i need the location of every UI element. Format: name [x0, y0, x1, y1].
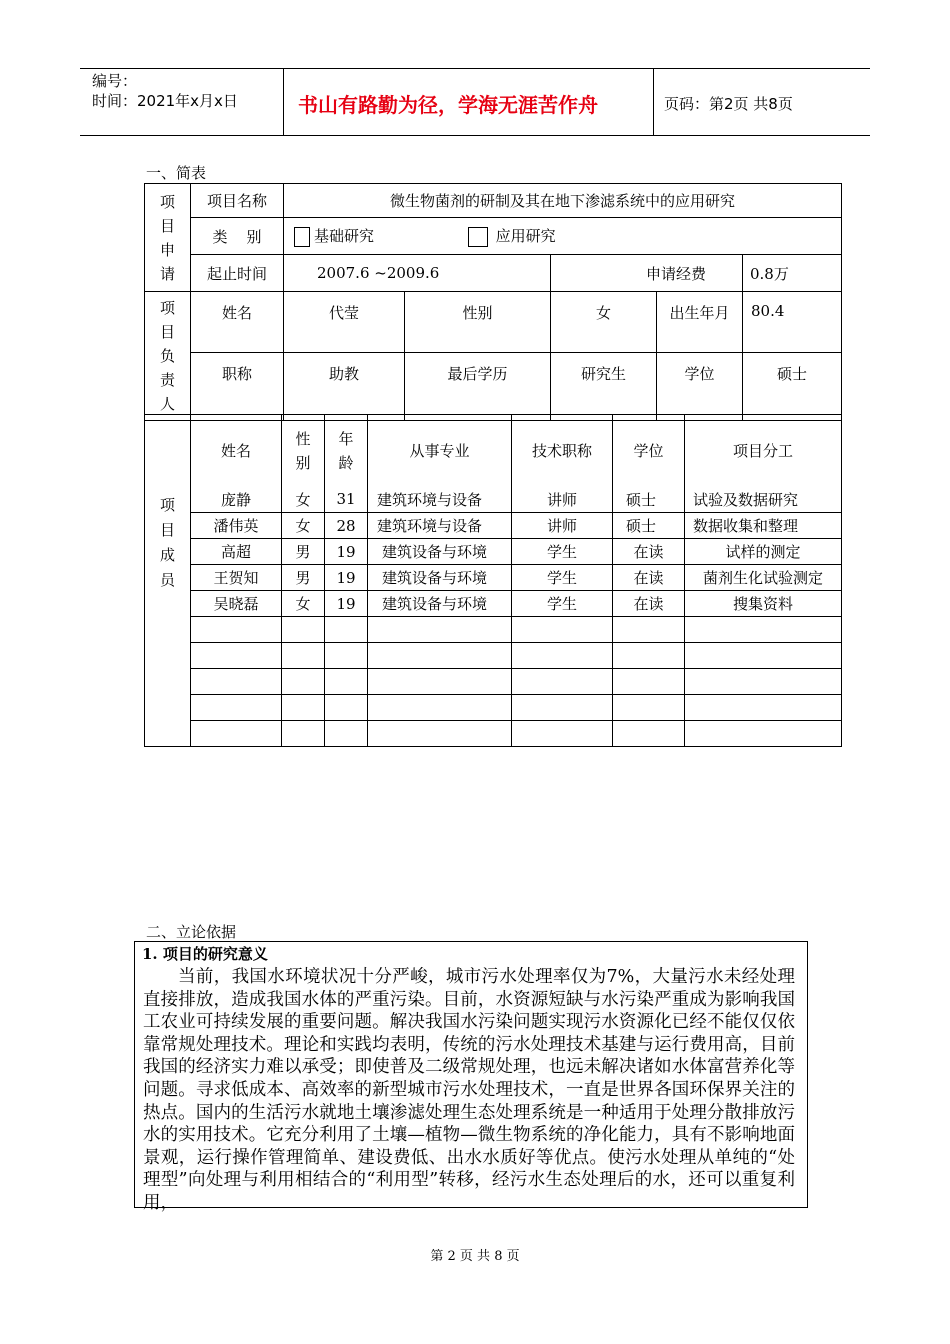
- member-role: 菌剂生化试验测定: [685, 565, 842, 591]
- table-row-empty: [145, 721, 842, 747]
- member-role: 数据收集和整理: [685, 513, 842, 539]
- leader-gender-label: 性别: [405, 292, 551, 353]
- section-title: 二、立论依据: [146, 923, 237, 941]
- footer-page-number: 第 2 页 共 8 页: [430, 1249, 520, 1264]
- member-name: 高超: [191, 539, 282, 565]
- member-title: 学生: [512, 591, 613, 617]
- member-degree: 硕士: [613, 487, 685, 513]
- leader-gender: 女: [551, 292, 657, 353]
- rationale-subtitle: 1. 项目的研究意义: [142, 945, 268, 963]
- member-title: 讲师: [512, 513, 613, 539]
- member-gender: 男: [282, 565, 325, 591]
- member-major: 建筑设备与环境: [368, 591, 512, 617]
- member-major: 建筑环境与设备: [368, 487, 512, 513]
- summary-table-top: [144, 183, 842, 421]
- member-header-age: 年龄: [325, 415, 368, 487]
- member-age: 31: [325, 487, 368, 513]
- category-options: [284, 218, 842, 255]
- member-gender: 女: [282, 591, 325, 617]
- header-page: 页码：第2页 共8页: [664, 95, 793, 113]
- member-age: 19: [325, 539, 368, 565]
- member-role: 搜集资料: [685, 591, 842, 617]
- members-table: [144, 414, 842, 747]
- member-degree: 在读: [613, 539, 685, 565]
- member-name: 吴晓磊: [191, 591, 282, 617]
- member-title: 讲师: [512, 487, 613, 513]
- table-row: [145, 513, 842, 539]
- category-label: 类 别: [191, 218, 284, 255]
- leader-birth: 80.4: [743, 292, 842, 353]
- table-row: [145, 565, 842, 591]
- basic-research-checkbox[interactable]: [294, 227, 310, 247]
- member-age: 28: [325, 513, 368, 539]
- header-top-rule: [80, 68, 870, 69]
- leader-degree-label: 学位: [657, 353, 743, 421]
- leader-birth-label: 出生年月: [657, 292, 743, 353]
- fund: 0.8万: [743, 255, 842, 292]
- member-name: 王贺知: [191, 565, 282, 591]
- basic-research-label: 基础研究: [314, 227, 375, 245]
- section-title: 一、简表: [146, 164, 207, 182]
- leader-title-label: 职称: [191, 353, 284, 421]
- member-age: 19: [325, 565, 368, 591]
- member-header-title: 技术职称: [512, 415, 613, 487]
- rationale-paragraph: 当前，我国水环境状况十分严峻，城市污水处理率仅为7%，大量污水未经处理直接排放，造成我国水体的严重污染。目前，水资源短缺与水污染严重成为影响我国工农业可持续发展的重要问题。解决我国水污染问题实现污水资源化已经不能仅仅依靠常规处理技术。理论和实践均表明，传统的污水处理技术基建与运行费用高，目前我国的经济实力难以承受；即使普及二级常规处理，也远未解决诸如水体富营养化等问题。寻求低成本、高效率的新型城市污水处理技术，一直是世界各国环保界关注的热点。国内的生活污水就地土壤渗滤处理生态处理系统是一种适用于处理分散排放污水的实用技术。它充分利用了土壤—植物—微生物系统的净化能力，具有不影响地面景观，运行操作管理简单、建设费低、出水水质好等优点。使污水处理从单纯的“处理型”向处理与利用相结合的“利用型”转移，经污水生态处理后的水，还可以重复利用，: [143, 967, 795, 1213]
- table-row-empty: [145, 643, 842, 669]
- fund-label: 申请经费: [551, 255, 743, 292]
- leader-name: 代莹: [284, 292, 405, 353]
- header-number: 编号：: [92, 72, 138, 90]
- leader-label: 项目负责人: [145, 292, 191, 421]
- table-row-empty: [145, 669, 842, 695]
- period-label: 起止时间: [191, 255, 284, 292]
- member-title: 学生: [512, 539, 613, 565]
- member-title: 学生: [512, 565, 613, 591]
- member-age: 19: [325, 591, 368, 617]
- table-row: [145, 591, 842, 617]
- member-gender: 女: [282, 487, 325, 513]
- member-gender: 男: [282, 539, 325, 565]
- header-time: 时间：2021年x月x日: [92, 92, 238, 110]
- table-row-empty: [145, 695, 842, 721]
- leader-edu: 研究生: [551, 353, 657, 421]
- leader-title: 助教: [284, 353, 405, 421]
- apply-label: 项目申请: [145, 184, 191, 292]
- leader-edu-label: 最后学历: [405, 353, 551, 421]
- member-role: 试验及数据研究: [685, 487, 842, 513]
- header-divider: [653, 68, 654, 136]
- member-major: 建筑设备与环境: [368, 565, 512, 591]
- period: 2007.6 ~2009.6: [284, 255, 551, 292]
- member-major: 建筑环境与设备: [368, 513, 512, 539]
- header-bottom-rule: [80, 135, 870, 136]
- leader-degree: 硕士: [743, 353, 842, 421]
- member-major: 建筑设备与环境: [368, 539, 512, 565]
- table-row: [145, 539, 842, 565]
- member-gender: 女: [282, 513, 325, 539]
- header-motto: 书山有路勤为径，学海无涯苦作舟: [298, 93, 598, 117]
- table-row: [145, 487, 842, 513]
- applied-research-label: 应用研究: [495, 227, 556, 245]
- member-header-name: 姓名: [191, 415, 282, 487]
- applied-research-checkbox[interactable]: [468, 227, 488, 247]
- member-name: 潘伟英: [191, 513, 282, 539]
- member-header-degree: 学位: [613, 415, 685, 487]
- member-degree: 在读: [613, 565, 685, 591]
- project-name-label: 项目名称: [191, 184, 284, 218]
- member-header-gender: 性别: [282, 415, 325, 487]
- member-degree: 在读: [613, 591, 685, 617]
- member-header-role: 项目分工: [685, 415, 842, 487]
- member-name: 庞静: [191, 487, 282, 513]
- header-divider: [283, 68, 284, 136]
- project-name: 微生物菌剂的研制及其在地下渗滤系统中的应用研究: [284, 184, 842, 218]
- table-row-empty: [145, 617, 842, 643]
- member-role: 试样的测定: [685, 539, 842, 565]
- members-label: 项目成员: [145, 415, 191, 747]
- leader-name-label: 姓名: [191, 292, 284, 353]
- member-degree: 硕士: [613, 513, 685, 539]
- member-header-major: 从事专业: [368, 415, 512, 487]
